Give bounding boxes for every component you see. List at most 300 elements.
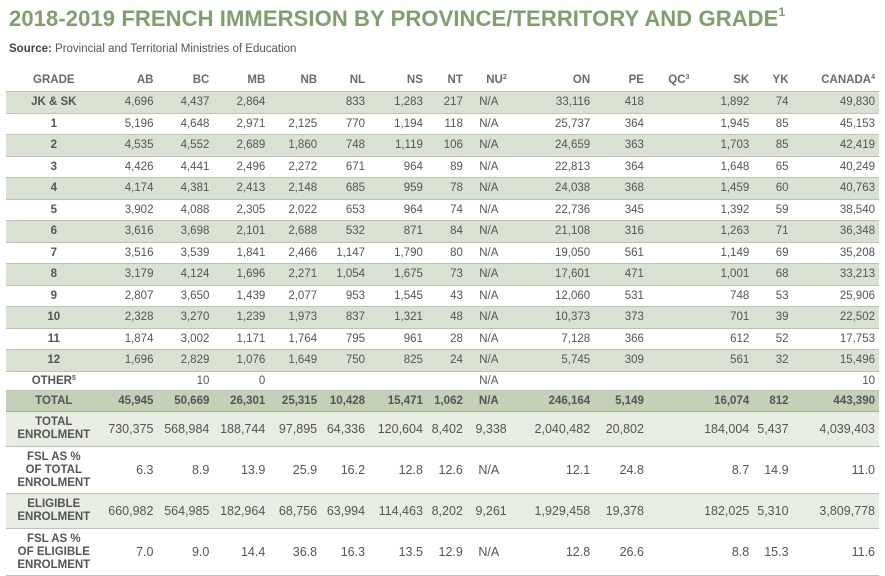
cell-nt: 73: [427, 264, 467, 286]
row-label: ELIGIBLE ENROLMENT: [6, 494, 102, 529]
cell-on: 2,040,482: [511, 412, 594, 447]
cell-yk: 32: [753, 350, 792, 372]
table-row: [6, 494, 879, 529]
cell-yk: 15.3: [753, 529, 792, 576]
table-row: [6, 307, 879, 329]
row-label: JK & SK: [6, 92, 102, 114]
footnote-marker: 3: [685, 74, 690, 81]
cell-mb: 182,964: [213, 494, 269, 529]
cell-bc: 9.0: [157, 529, 213, 576]
cell-bc: 3,650: [157, 285, 213, 307]
cell-nb: [269, 371, 321, 390]
cell-yk: 59: [753, 199, 792, 221]
cell-nu: N/A: [467, 264, 511, 286]
cell-canada: 4,039,403: [793, 412, 879, 447]
cell-sk: 8.8: [693, 529, 753, 576]
cell-nl: 750: [321, 350, 369, 372]
cell-nb: 97,895: [269, 412, 321, 447]
cell-bc: 8.9: [157, 447, 213, 494]
table-row: [6, 199, 879, 221]
cell-sk: 1,001: [693, 264, 753, 286]
cell-sk: 561: [693, 350, 753, 372]
cell-nt: 8,202: [427, 494, 467, 529]
cell-qc: [648, 221, 694, 243]
cell-mb: 1,439: [213, 285, 269, 307]
cell-qc: [648, 447, 694, 494]
row-label: OTHER$^5$: [6, 371, 102, 390]
cell-pe: 5,149: [594, 390, 648, 412]
cell-mb: 1,171: [213, 328, 269, 350]
cell-sk: 1,459: [693, 178, 753, 200]
cell-yk: 39: [753, 307, 792, 329]
cell-mb: 1,076: [213, 350, 269, 372]
table-row: [6, 285, 879, 307]
cell-yk: 85: [753, 113, 792, 135]
cell-nu: N/A: [467, 135, 511, 157]
cell-bc: 568,984: [157, 412, 213, 447]
cell-pe: 418: [594, 92, 648, 114]
row-label: TOTAL: [6, 390, 102, 412]
cell-nl: 16.3: [321, 529, 369, 576]
cell-sk: [693, 371, 753, 390]
cell-nl: 953: [321, 285, 369, 307]
cell-bc: 10: [157, 371, 213, 390]
column-header-on: ON: [511, 69, 594, 92]
cell-pe: 316: [594, 221, 648, 243]
cell-pe: 373: [594, 307, 648, 329]
cell-pe: 345: [594, 199, 648, 221]
cell-yk: 74: [753, 92, 792, 114]
cell-pe: 364: [594, 156, 648, 178]
cell-nt: 28: [427, 328, 467, 350]
cell-yk: 68: [753, 264, 792, 286]
cell-sk: 1,648: [693, 156, 753, 178]
cell-sk: 1,392: [693, 199, 753, 221]
footnote-marker: 2: [502, 74, 507, 81]
cell-nu: N/A: [467, 199, 511, 221]
cell-pe: 368: [594, 178, 648, 200]
cell-ab: 3,616: [102, 221, 158, 243]
cell-canada: 3,809,778: [793, 494, 879, 529]
cell-nl: 653: [321, 199, 369, 221]
row-label: 3: [6, 156, 102, 178]
column-header-ns: NS: [369, 69, 427, 92]
cell-qc: [648, 135, 694, 157]
cell-ab: 3,516: [102, 242, 158, 264]
cell-nl: 16.2: [321, 447, 369, 494]
cell-on: 246,164: [511, 390, 594, 412]
cell-nt: 78: [427, 178, 467, 200]
cell-ab: 1,696: [102, 350, 158, 372]
table-row: [6, 412, 879, 447]
cell-pe: 20,802: [594, 412, 648, 447]
cell-yk: 5,310: [753, 494, 792, 529]
cell-canada: 38,540: [793, 199, 879, 221]
column-header-nt: NT: [427, 69, 467, 92]
cell-nt: 106: [427, 135, 467, 157]
footnote-marker: 5: [71, 374, 76, 382]
cell-canada: 17,753: [793, 328, 879, 350]
cell-ns: 871: [369, 221, 427, 243]
cell-canada: 33,213: [793, 264, 879, 286]
cell-on: 7,128: [511, 328, 594, 350]
cell-sk: 612: [693, 328, 753, 350]
cell-on: 10,373: [511, 307, 594, 329]
table-row: [6, 264, 879, 286]
cell-pe: 24.8: [594, 447, 648, 494]
column-header-ab: AB: [102, 69, 158, 92]
cell-on: 24,038: [511, 178, 594, 200]
cell-nt: [427, 371, 467, 390]
cell-nb: 1,764: [269, 328, 321, 350]
cell-nu: N/A: [467, 390, 511, 412]
cell-ab: 730,375: [102, 412, 158, 447]
table-row: [6, 447, 879, 494]
cell-mb: 2,864: [213, 92, 269, 114]
cell-qc: [648, 494, 694, 529]
cell-ns: 964: [369, 199, 427, 221]
cell-sk: 701: [693, 307, 753, 329]
cell-qc: [648, 307, 694, 329]
cell-mb: 26,301: [213, 390, 269, 412]
column-header-yk: YK: [753, 69, 792, 92]
cell-nb: 1,973: [269, 307, 321, 329]
cell-nb: 2,022: [269, 199, 321, 221]
cell-on: 12.8: [511, 529, 594, 576]
column-header-nu: $NU^2$: [467, 69, 511, 92]
cell-nt: 118: [427, 113, 467, 135]
cell-nl: 10,428: [321, 390, 369, 412]
cell-nt: 24: [427, 350, 467, 372]
cell-qc: [648, 350, 694, 372]
cell-nt: 217: [427, 92, 467, 114]
cell-ns: 1,545: [369, 285, 427, 307]
cell-ab: 4,426: [102, 156, 158, 178]
cell-nl: 837: [321, 307, 369, 329]
cell-qc: [648, 285, 694, 307]
cell-ab: 3,902: [102, 199, 158, 221]
cell-yk: 65: [753, 156, 792, 178]
row-label: 11: [6, 328, 102, 350]
cell-pe: 309: [594, 350, 648, 372]
cell-pe: 471: [594, 264, 648, 286]
row-label: 9: [6, 285, 102, 307]
cell-nt: 89: [427, 156, 467, 178]
cell-canada: 11.0: [793, 447, 879, 494]
cell-nl: 1,147: [321, 242, 369, 264]
cell-ab: [102, 371, 158, 390]
cell-sk: 16,074: [693, 390, 753, 412]
cell-mb: 2,496: [213, 156, 269, 178]
cell-nb: 2,077: [269, 285, 321, 307]
cell-ab: 1,874: [102, 328, 158, 350]
cell-ab: 2,807: [102, 285, 158, 307]
cell-nb: 68,756: [269, 494, 321, 529]
cell-mb: 1,841: [213, 242, 269, 264]
cell-ns: 1,790: [369, 242, 427, 264]
row-label: 4: [6, 178, 102, 200]
table-row: [6, 328, 879, 350]
cell-sk: 1,149: [693, 242, 753, 264]
column-header-nl: NL: [321, 69, 369, 92]
cell-nu: N/A: [467, 447, 511, 494]
cell-sk: 1,892: [693, 92, 753, 114]
cell-ns: 1,119: [369, 135, 427, 157]
cell-qc: [648, 242, 694, 264]
cell-mb: 2,305: [213, 199, 269, 221]
cell-yk: 60: [753, 178, 792, 200]
cell-sk: 8.7: [693, 447, 753, 494]
column-header-grade: GRADE: [6, 69, 102, 92]
cell-nu: N/A: [467, 285, 511, 307]
cell-pe: 561: [594, 242, 648, 264]
cell-canada: 45,153: [793, 113, 879, 135]
cell-mb: 1,696: [213, 264, 269, 286]
cell-bc: 4,441: [157, 156, 213, 178]
cell-nl: 685: [321, 178, 369, 200]
row-label: FSL AS % OF TOTAL ENROLMENT: [6, 447, 102, 494]
cell-bc: 4,648: [157, 113, 213, 135]
cell-mb: 0: [213, 371, 269, 390]
cell-ns: 1,321: [369, 307, 427, 329]
cell-ns: 1,194: [369, 113, 427, 135]
cell-nt: 8,402: [427, 412, 467, 447]
cell-mb: 2,101: [213, 221, 269, 243]
cell-nu: N/A: [467, 178, 511, 200]
cell-bc: 2,829: [157, 350, 213, 372]
page-title: 2018-2019 FRENCH IMMERSION BY PROVINCE/TERRITORY AND GRADE$^1$: [9, 5, 786, 31]
cell-bc: 3,539: [157, 242, 213, 264]
cell-mb: 188,744: [213, 412, 269, 447]
row-label: FSL AS % OF ELIGIBLE ENROLMENT: [6, 529, 102, 576]
cell-on: 22,813: [511, 156, 594, 178]
cell-on: 12,060: [511, 285, 594, 307]
cell-qc: [648, 199, 694, 221]
cell-nl: 63,994: [321, 494, 369, 529]
cell-nb: 25.9: [269, 447, 321, 494]
cell-bc: 4,124: [157, 264, 213, 286]
cell-yk: 85: [753, 135, 792, 157]
header-row: [6, 69, 879, 92]
cell-bc: 3,002: [157, 328, 213, 350]
cell-canada: 11.6: [793, 529, 879, 576]
cell-nl: 748: [321, 135, 369, 157]
source-label: Source:: [9, 43, 52, 55]
cell-qc: [648, 529, 694, 576]
cell-qc: [648, 178, 694, 200]
cell-nb: 2,271: [269, 264, 321, 286]
cell-nb: [269, 92, 321, 114]
cell-mb: 2,689: [213, 135, 269, 157]
column-header-canada: CANADA$^4$: [793, 69, 879, 92]
cell-ns: 1,675: [369, 264, 427, 286]
column-header-sk: SK: [693, 69, 753, 92]
cell-canada: 25,906: [793, 285, 879, 307]
cell-nu: N/A: [467, 221, 511, 243]
cell-nt: 12.6: [427, 447, 467, 494]
cell-nu: N/A: [467, 156, 511, 178]
cell-qc: [648, 264, 694, 286]
cell-mb: 2,971: [213, 113, 269, 135]
row-label: 8: [6, 264, 102, 286]
cell-nt: 74: [427, 199, 467, 221]
cell-nu: 9,261: [467, 494, 511, 529]
cell-bc: 4,381: [157, 178, 213, 200]
cell-on: 1,929,458: [511, 494, 594, 529]
cell-bc: 3,698: [157, 221, 213, 243]
cell-on: 33,116: [511, 92, 594, 114]
cell-mb: 14.4: [213, 529, 269, 576]
cell-on: 24,659: [511, 135, 594, 157]
title-footnote-marker: 1: [778, 5, 786, 19]
cell-nb: 1,860: [269, 135, 321, 157]
cell-pe: 531: [594, 285, 648, 307]
cell-ns: 961: [369, 328, 427, 350]
column-header-qc: $QC^3$: [648, 69, 694, 92]
cell-sk: 748: [693, 285, 753, 307]
cell-canada: 35,208: [793, 242, 879, 264]
cell-on: [511, 371, 594, 390]
cell-canada: 15,496: [793, 350, 879, 372]
cell-ab: 5,196: [102, 113, 158, 135]
cell-sk: 182,025: [693, 494, 753, 529]
cell-nb: 2,688: [269, 221, 321, 243]
cell-ab: 660,982: [102, 494, 158, 529]
cell-yk: 52: [753, 328, 792, 350]
cell-ab: 3,179: [102, 264, 158, 286]
cell-canada: 36,348: [793, 221, 879, 243]
cell-on: 22,736: [511, 199, 594, 221]
cell-pe: 364: [594, 113, 648, 135]
row-label: 5: [6, 199, 102, 221]
cell-sk: 184,004: [693, 412, 753, 447]
footnote-marker: 4: [871, 74, 875, 81]
cell-bc: 4,552: [157, 135, 213, 157]
cell-canada: 40,763: [793, 178, 879, 200]
row-label: TOTAL ENROLMENT: [6, 412, 102, 447]
source-line: [9, 43, 296, 55]
cell-yk: 53: [753, 285, 792, 307]
cell-qc: [648, 412, 694, 447]
table-row: [6, 390, 879, 412]
row-label: 6: [6, 221, 102, 243]
cell-canada: 49,830: [793, 92, 879, 114]
table-row: [6, 113, 879, 135]
cell-nl: 64,336: [321, 412, 369, 447]
cell-nt: 48: [427, 307, 467, 329]
cell-canada: 40,249: [793, 156, 879, 178]
cell-pe: 363: [594, 135, 648, 157]
cell-nu: N/A: [467, 307, 511, 329]
cell-pe: 366: [594, 328, 648, 350]
table-row: [6, 178, 879, 200]
cell-yk: 5,437: [753, 412, 792, 447]
cell-nt: 1,062: [427, 390, 467, 412]
cell-nu: N/A: [467, 328, 511, 350]
cell-ab: 2,328: [102, 307, 158, 329]
cell-nl: [321, 371, 369, 390]
cell-ab: 4,696: [102, 92, 158, 114]
cell-ns: 114,463: [369, 494, 427, 529]
cell-mb: 2,413: [213, 178, 269, 200]
row-label: 7: [6, 242, 102, 264]
cell-pe: [594, 371, 648, 390]
cell-ns: 13.5: [369, 529, 427, 576]
cell-nu: N/A: [467, 371, 511, 390]
cell-ns: 12.8: [369, 447, 427, 494]
cell-canada: 10: [793, 371, 879, 390]
cell-yk: 71: [753, 221, 792, 243]
cell-on: 12.1: [511, 447, 594, 494]
cell-nt: 43: [427, 285, 467, 307]
cell-qc: [648, 113, 694, 135]
cell-nb: 36.8: [269, 529, 321, 576]
cell-nl: 532: [321, 221, 369, 243]
cell-mb: 13.9: [213, 447, 269, 494]
cell-pe: 26.6: [594, 529, 648, 576]
cell-nl: 1,054: [321, 264, 369, 286]
cell-qc: [648, 371, 694, 390]
cell-nt: 84: [427, 221, 467, 243]
cell-ab: 4,535: [102, 135, 158, 157]
cell-qc: [648, 328, 694, 350]
cell-nu: N/A: [467, 350, 511, 372]
cell-canada: 22,502: [793, 307, 879, 329]
cell-nl: 770: [321, 113, 369, 135]
cell-ab: 45,945: [102, 390, 158, 412]
cell-nt: 80: [427, 242, 467, 264]
cell-nb: 25,315: [269, 390, 321, 412]
cell-ab: 6.3: [102, 447, 158, 494]
cell-nu: N/A: [467, 242, 511, 264]
cell-yk: 69: [753, 242, 792, 264]
cell-nu: N/A: [467, 113, 511, 135]
cell-sk: 1,703: [693, 135, 753, 157]
table-row: [6, 92, 879, 114]
immersion-table: [6, 69, 879, 576]
cell-ns: 120,604: [369, 412, 427, 447]
cell-nb: 2,125: [269, 113, 321, 135]
cell-ns: 959: [369, 178, 427, 200]
cell-bc: 50,669: [157, 390, 213, 412]
cell-ns: [369, 371, 427, 390]
cell-pe: 19,378: [594, 494, 648, 529]
cell-nl: 671: [321, 156, 369, 178]
row-label: 12: [6, 350, 102, 372]
cell-bc: 4,437: [157, 92, 213, 114]
cell-ab: 7.0: [102, 529, 158, 576]
table-row: [6, 242, 879, 264]
cell-ns: 1,283: [369, 92, 427, 114]
cell-nu: 9,338: [467, 412, 511, 447]
table-row: [6, 350, 879, 372]
cell-sk: 1,945: [693, 113, 753, 135]
cell-yk: 812: [753, 390, 792, 412]
cell-bc: 4,088: [157, 199, 213, 221]
cell-on: 19,050: [511, 242, 594, 264]
cell-nb: 2,272: [269, 156, 321, 178]
cell-nu: N/A: [467, 92, 511, 114]
cell-on: 5,745: [511, 350, 594, 372]
column-header-mb: MB: [213, 69, 269, 92]
cell-yk: [753, 371, 792, 390]
cell-canada: 42,419: [793, 135, 879, 157]
cell-ns: 825: [369, 350, 427, 372]
table-row: [6, 135, 879, 157]
cell-qc: [648, 156, 694, 178]
table-row: [6, 156, 879, 178]
row-label: 2: [6, 135, 102, 157]
